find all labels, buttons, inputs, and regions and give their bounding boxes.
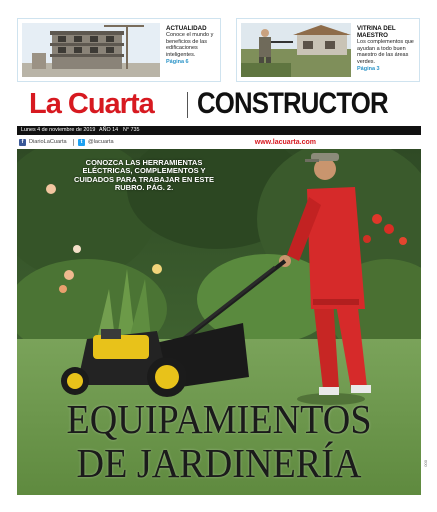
teaser-text: Conoce el mundo y beneficios de las edificaciones inteligentes. — [166, 32, 214, 58]
issue-year: AÑO 14 — [99, 127, 119, 133]
facebook-handle[interactable]: DiarioLaCuarta — [29, 139, 67, 145]
teaser-actualidad[interactable] — [17, 18, 221, 82]
issue-date: Lunes 4 de noviembre de 2019 — [21, 127, 96, 133]
teaser-page-link[interactable]: Página 6 — [166, 59, 189, 66]
teaser-vitrina[interactable] — [236, 18, 420, 82]
headline-line-1: EQUIPAMIENTOS — [66, 396, 372, 442]
masthead-divider — [187, 92, 188, 118]
twitter-icon[interactable]: t — [78, 139, 85, 146]
twitter-handle[interactable]: @lacuarta — [88, 139, 114, 145]
masthead — [17, 84, 421, 124]
hero-caption: CONOZCA LAS HERRAMIENTAS ELÉCTRICAS, COMPLEMENTOS Y CUIDADOS PARA TRABAJAR EN ESTE RUBRO. PÁG. 2. — [73, 158, 214, 193]
social-bar — [17, 137, 421, 148]
dateline-bar — [17, 126, 421, 135]
gardener-photo — [241, 23, 351, 77]
hero-photo — [17, 149, 421, 495]
teaser-page-link[interactable]: Página 3 — [357, 66, 380, 73]
teaser-text: Los complementos que ayudan a todo buen maestro de las áreas verdes. — [357, 39, 414, 65]
facebook-icon[interactable]: f — [19, 139, 26, 146]
teaser-kicker: VITRINA DEL MAESTRO — [357, 25, 396, 39]
headline-line-2: DE JARDINERÍA — [76, 440, 362, 486]
issue-number: N° 735 — [123, 127, 140, 133]
social-divider — [73, 139, 74, 146]
teaser-kicker: ACTUALIDAD — [166, 25, 207, 32]
building-photo — [22, 23, 160, 77]
barcode-label: 000 — [423, 460, 429, 467]
section-title: CONSTRUCTOR — [197, 87, 388, 120]
website-link[interactable]: www.lacuarta.com — [254, 139, 316, 146]
brand-logo[interactable]: La Cuarta — [29, 88, 154, 120]
